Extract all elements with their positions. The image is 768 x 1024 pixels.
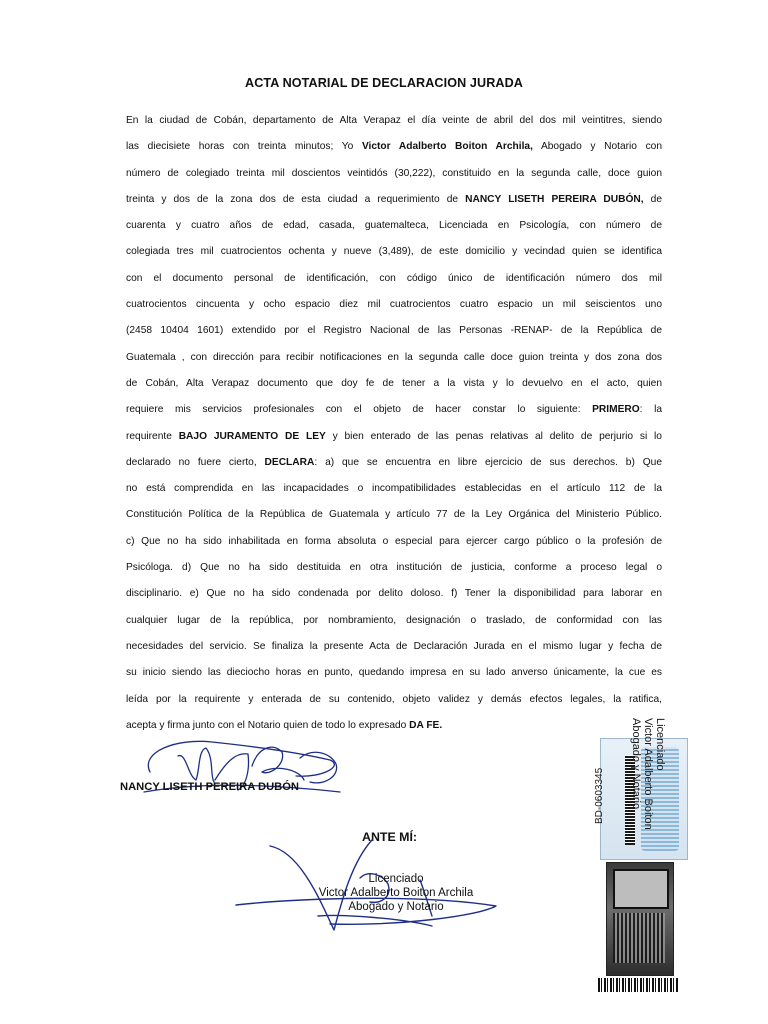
notary-stamp [306,872,486,914]
document-body [126,108,662,739]
signer-name: NANCY LISETH PEREIRA DUBÓN [120,781,300,793]
body-line [126,608,662,634]
body-line [126,687,662,713]
text-run: cuarenta y cuatro años de edad, casada, guatemalteca, Licenciada en Psicología, con número de [126,220,662,232]
text-run: de [643,193,662,205]
text-run: requirente [126,430,179,442]
text-run: con el documento personal de identificación, con código único de identificación número dos mil [126,272,662,284]
body-line [126,476,662,502]
body-line [126,371,662,397]
stamp-line: Licenciado [368,873,424,885]
text-run: Psicóloga. d) Que no ha sido destituida en otra institución de justicia, conforme a proceso legal o [126,562,662,574]
body-line [126,161,662,187]
text-run: treinta y dos de la zona dos de esta ciudad a requerimiento de [126,193,466,205]
text-run: cuatrocientos cincuenta y ocho espacio diez mil cuatrocientos cuatro espacio un mil seiscientos uno [126,299,662,311]
body-line [126,318,662,344]
text-run: necesidades del servicio. Se finaliza la presente Acta de Declaración Jurada en el mismo lugar y fecha de [126,640,662,652]
text-run: número de colegiado treinta mil doscientos veintidós (30,222), constituido en la segunda calle, doce guion [126,167,662,179]
fiscal-seals [596,716,682,996]
text-run: : a) que se encuentra en libre ejercicio de sus derechos. b) Que [314,456,662,468]
body-line [126,502,662,528]
bold-text: PRIMERO [592,404,640,416]
text-run: leída por la requirente y enterada de su contenido, objeto validez y demás efectos legales, la ratifica, [126,693,662,705]
body-line [126,555,662,581]
vertical-stamp-1: Licenciado [654,718,666,771]
fiscal-stamp [606,862,674,976]
body-line [126,108,662,134]
text-run: Constitución Política de la República de Guatemala y artículo 77 de la Ley Orgánica del Ministerio Público. [126,509,662,521]
text-run: cualquier lugar de la república, por nombramiento, designación o traslado, de conformidad con las [126,614,662,626]
bold-text: Victor Adalberto Boiton Archila, [361,141,533,153]
bold-text: NANCY LISETH PEREIRA DUBÓN, [465,193,644,205]
body-line [126,345,662,371]
body-line [126,634,662,660]
text-run: declarado no fuere cierto, [126,456,265,468]
body-line [126,529,662,555]
text-run: las diecisiete horas con treinta minutos; Yo [126,141,362,153]
document-title: ACTA NOTARIAL DE DECLARACION JURADA [245,76,523,90]
body-line [126,660,662,686]
text-run: acepta y firma junto con el Notario quien de todo lo expresado [126,719,410,731]
body-line [126,424,662,450]
text-run: Abogado y Notario con [532,141,662,153]
text-run: y bien enterado de las penas relativas al delito de perjurio si lo [325,430,662,442]
text-run: : la [639,404,662,416]
text-run: (2458 10404 1601) extendido por el Registro Nacional de las Personas -RENAP- de la República de [126,325,662,337]
barcode-strip [598,978,678,992]
body-line [126,581,662,607]
stamp-line: Abogado y Notario [348,901,444,913]
seal-number: BD-0603345 [594,767,605,824]
text-run: su inicio siendo las dieciocho horas en punto, quedando impresa en su lado anverso únicamente, la cue es [126,667,662,679]
ante-mi-label: ANTE MÍ: [362,830,418,844]
body-line [126,266,662,292]
text-run: de Cobán, Alta Verapaz documento que doy fe de tener a la vista y lo devuelvo en el acto, quien [126,377,662,389]
text-run: colegiada tres mil cuatrocientos ochenta y nueve (3,489), de este domicilio y vecindad quien se identifica [126,246,662,258]
text-run: c) Que no ha sido inhabilitada en forma absoluta o especial para ejercer cargo público o la profesión de [126,535,662,547]
bold-text: DA FE. [409,719,443,731]
vertical-stamp-2: Victor Adalberto Boiton [642,718,654,830]
bold-text: BAJO JURAMENTO DE LEY [178,430,326,442]
body-line [126,134,662,160]
bold-text: DECLARA [264,456,315,468]
text-run: requiere mis servicios profesionales con el objeto de hacer constar lo siguiente: [126,404,593,416]
body-line [126,397,662,423]
body-line [126,187,662,213]
body-line [126,713,662,739]
vertical-stamp-3: Abogado y Notario [630,718,642,810]
text-run: disciplinario. e) Que no ha sido condenada por delito doloso. f) Tener la disponibilidad para laborar en [126,588,662,600]
body-line [126,292,662,318]
text-run: no está comprendida en las incapacidades o incompatibilidades establecidas en el artículo 112 de la [126,483,662,495]
stamp-line: Victor Adalberto Boiton Archila [318,887,474,899]
body-line [126,213,662,239]
body-line [126,239,662,265]
text-run: Guatemala , con dirección para recibir notificaciones en la segunda calle doce guion treinta y dos zona dos [126,351,662,363]
body-line [126,450,662,476]
text-run: En la ciudad de Cobán, departamento de Alta Verapaz el día veinte de abril del dos mil veintitres, siendo [126,115,662,126]
